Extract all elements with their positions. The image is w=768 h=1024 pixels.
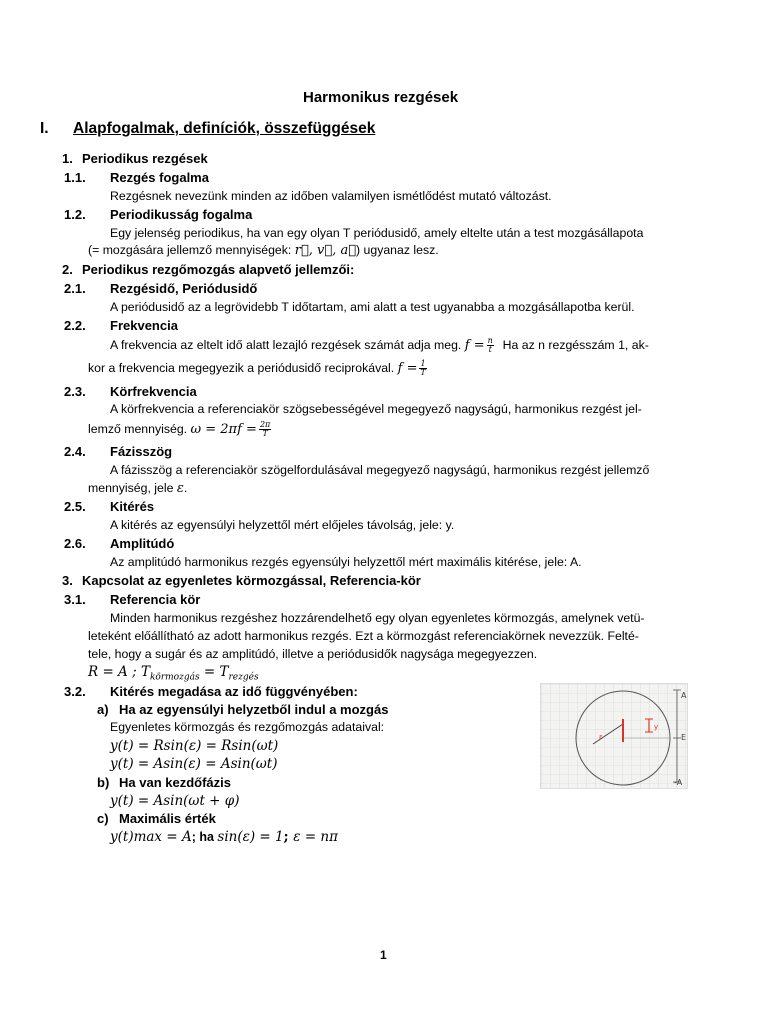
heading-periodikus-rezgesek: Periodikus rezgések: [82, 151, 208, 166]
paragraph: leteként előállítható az adott harmonikus rezgés. Ezt a körmozgást referenciakörnek nevezzük. Felté-: [88, 629, 639, 643]
paragraph-line: mennyiség, jele ε.: [88, 481, 188, 496]
fraction-2pi-T: $\frac{2\pi}{T}$: [259, 420, 271, 438]
subheading-kiteres: Kitérés: [110, 499, 155, 514]
subheading-rezges-fogalma: Rezgés fogalma: [110, 170, 209, 185]
paragraph-line: (= mozgására jellemző mennyiségek: r⃗, v⃗, a⃗) ugyanaz lesz.: [88, 243, 439, 258]
label-angle: ε: [599, 733, 603, 741]
heading-referencia-kor: Kapcsolat az egyenletes körmozgással, Referencia-kör: [82, 573, 421, 588]
paragraph-line: kor a frekvencia megegyezik a periódusidő reciprokával. f = $\frac{1}{T}$: [88, 359, 426, 377]
heading-number: 3.: [62, 573, 73, 588]
subheading-referencia-kor: Referencia kör: [110, 592, 201, 607]
heading-number: 2.: [62, 262, 73, 277]
formula-referencia: R = A ; $T_{körmozgás} = T_{rezgés}$: [88, 664, 259, 683]
section-number: I.: [40, 120, 49, 137]
label-y: y: [654, 723, 659, 731]
label-E: E: [681, 733, 687, 742]
equation-4: y(t)max = A; ha sin(ε) = 1; ε = nπ: [110, 829, 339, 845]
paragraph: Rezgésnek nevezünk minden az időben valamilyen ismétlődést mutató változást.: [110, 189, 552, 203]
list-item-a: Ha az egyensúlyi helyzetből indul a mozgás: [119, 702, 389, 717]
subheading-number: 2.5.: [64, 499, 86, 514]
subheading-number: 2.6.: [64, 536, 86, 551]
heading-number: 1.: [62, 151, 73, 166]
reference-circle-sketch: [541, 684, 687, 788]
heading-jellemzok: Periodikus rezgőmozgás alapvető jellemzői:: [82, 262, 355, 277]
subheading-frekvencia: Frekvencia: [110, 318, 178, 333]
subheading-faziszog: Fázisszög: [110, 444, 173, 459]
equation-1: y(t) = Rsin(ε) = Rsin(ωt): [110, 738, 279, 754]
list-marker: c): [97, 811, 109, 826]
subheading-number: 1.2.: [64, 207, 86, 222]
page-title: Harmonikus rezgések: [303, 89, 459, 106]
list-marker: a): [97, 702, 109, 717]
paragraph: Egy jelenség periodikus, ha van egy olyan T periódusidő, amely eltelte után a test mozgásállapota: [110, 226, 644, 240]
paragraph-line: A frekvencia az eltelt idő alatt lezajló rezgések számát adja meg. f = $\frac{n}{t}$ Ha az n rezgésszám 1, ak-: [110, 336, 649, 354]
equation-3: y(t) = Asin(ωt + φ): [110, 793, 240, 809]
subheading-kiteres-ido: Kitérés megadása az idő függvényében:: [110, 684, 358, 699]
label-A-top: A: [681, 691, 687, 700]
list-marker: b): [97, 775, 110, 790]
paragraph: Minden harmonikus rezgéshez hozzárendelhető egy olyan egyenletes körmozgás, amelynek vetü-: [110, 611, 645, 625]
subheading-korfrekvencia: Körfrekvencia: [110, 384, 197, 399]
paragraph: Egyenletes körmozgás és rezgőmozgás adataival:: [110, 720, 385, 734]
subheading-number: 2.2.: [64, 318, 86, 333]
page-number: 1: [380, 948, 387, 962]
subheading-number: 2.3.: [64, 384, 86, 399]
subheading-amplitudo: Amplitúdó: [110, 536, 175, 551]
subheading-number: 2.4.: [64, 444, 86, 459]
list-item-c: Maximális érték: [119, 811, 216, 826]
fraction-n-t: $\frac{n}{t}$: [487, 336, 493, 354]
subheading-number: 3.1.: [64, 592, 86, 607]
paragraph: A kitérés az egyensúlyi helyzettől mért előjeles távolság, jele: y.: [110, 518, 455, 532]
subheading-periodusido: Rezgésidő, Periódusidő: [110, 281, 258, 296]
subheading-periodikussag: Periodikusság fogalma: [110, 207, 253, 222]
paragraph: A körfrekvencia a referenciakör szögsebességével megegyező nagyságú, harmonikus rezgést jel-: [110, 402, 642, 416]
paragraph-line: lemző mennyiség. ω = 2πf = $\frac{2\pi}{T}$: [88, 420, 271, 438]
vector-symbols: r⃗, v⃗, a⃗: [294, 243, 356, 258]
label-A-bottom: -A: [674, 778, 683, 787]
list-item-b: Ha van kezdőfázis: [119, 775, 231, 790]
subheading-number: 1.1.: [64, 170, 86, 185]
equation-2: y(t) = Asin(ε) = Asin(ωt): [110, 756, 278, 772]
fraction-1-T: $\frac{1}{T}$: [420, 359, 426, 377]
paragraph: Az amplitúdó harmonikus rezgés egyensúlyi helyzettől mért maximális kitérése, jele: A.: [110, 555, 582, 569]
subheading-number: 2.1.: [64, 281, 86, 296]
paragraph: A periódusidő az a legrövidebb T időtartam, ami alatt a test ugyanabba a mozgásállapotba kerül.: [110, 300, 635, 314]
paragraph: A fázisszög a referenciakör szögelfordulásával megegyező nagyságú, harmonikus rezgést jellemző: [110, 463, 650, 477]
section-heading: Alapfogalmak, definíciók, összefüggések: [73, 120, 376, 137]
paragraph: tele, hogy a sugár és az amplitúdó, illetve a periódusidők nagysága megegyezzen.: [88, 647, 538, 661]
subheading-number: 3.2.: [64, 684, 86, 699]
reference-circle-photo: [540, 683, 688, 789]
